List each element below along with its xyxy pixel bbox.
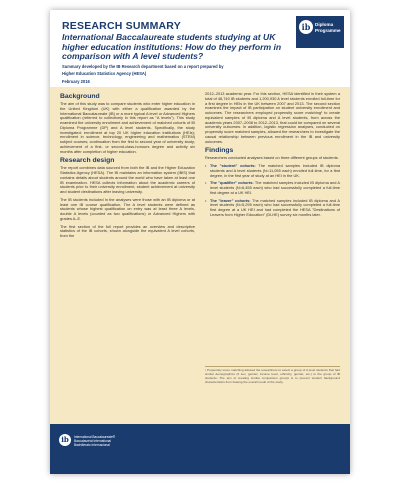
research-design-paragraph: The IB students included in the analyses were those with an IB diploma or at least one IB course qualification. The A level students were defined as students whose highest qualification on entry was at least three A levels, double A levels (counted as two qualifications) or Advanced Highers with grades A–E.: [60, 196, 195, 221]
document-kicker: RESEARCH SUMMARY: [62, 20, 181, 32]
footnote-text: ¹ Propensity score matching allowed the researchers to select a group of A level students that had similar demographics (if sex, gender, income level, ethnicity, gender, etc.) to the group of IB students. The aim of creating similar comparison groups is to prevent student background characteristics from biasing the overall result of the study.: [205, 368, 340, 384]
logo-line-1: Diploma: [315, 22, 334, 27]
header: [62, 20, 292, 84]
background-text: The aim of this study was to compare students who enter higher education in the United Kingdom (UK) with either a qualification awarded by the International Baccalaureate (IB) or a more typical A level or Advanced Highers qualification (referred to collectively in this report as "A levels"). This study examined the university enrollment and achievement of matched cohorts of IB Diploma Programme (DP) and A level students. Specifically, the study investigated: enrollment at top 20 UK higher education institutions (HEIs); enrollment in science, technology, engineering and mathematics (STEM) subject courses; continuation from the first to second year of university study; achievement of a first- or second-class-honours degree and activity six months after completion of higher education.: [60, 101, 195, 154]
cohort-item: [205, 181, 340, 195]
document-title: International Baccalaureate students studying at UK higher education institutions: How do they perform in comparison with A level students?: [62, 32, 282, 62]
cohort-text: The matched samples included IB diploma and A level students (N=5,295 each) who had successfully completed a full-time first degree at a UK HEI and had completed the HESA "Destinations of Leavers from Higher Education" (DLHE) survey six months later.: [210, 197, 340, 217]
research-design-paragraph: The first section of the full report provides an overview and descriptive statistics of the IB cohorts, shown alongside the equivalent A level cohorts, from the: [60, 223, 195, 238]
cohort-item: [205, 164, 340, 178]
logo-line-2: Programme: [315, 27, 341, 33]
background-heading: Background: [60, 93, 100, 100]
footer-line-3: Bachillerato Internacional: [74, 443, 110, 447]
findings-heading: Findings: [205, 147, 234, 155]
cohort-label: The "qualifier" cohorts:: [210, 180, 254, 186]
footer-organization: [74, 435, 115, 447]
document-subtitle: Summary developed by the IB Research department based on a report prepared by: [62, 63, 224, 69]
footer-line-2: Baccalauréat International: [74, 439, 112, 443]
logo-text: [315, 22, 341, 33]
cohort-item: [205, 199, 340, 218]
right-column: [205, 92, 340, 221]
cohort-text: The matched samples included IB diploma students and A level students (N=11,055 each) enrolled full-time, for a first degree, in the first year of study at an HEI in the UK.: [210, 163, 340, 178]
cohort-label: The "leaver" cohorts:: [210, 197, 251, 203]
publication-date: February 2016: [62, 78, 90, 84]
research-design-paragraph: The report combines data sourced from both the IB and the Higher Education Statistics Agency (HESA). The IB maintains an information system (IBIS) that contains details about students around the world who have taken at least one IB examination. HESA collects information about the academic careers of students prior to their university enrollment, student achievement at university and student destinations after leaving university.: [60, 165, 195, 194]
footnote-area: [205, 366, 340, 392]
cohort-text: The matched samples included IB diploma and A level students (N=6,455 each) who had successfully completed a full-time first degree at a UK HEI.: [210, 180, 340, 195]
ib-logo-icon: ib: [299, 20, 313, 34]
agency-name: Higher Education Statistics Agency (HESA): [62, 70, 147, 76]
footer-line-1: International Baccalaureate®: [74, 435, 116, 439]
research-design-heading: Research design: [60, 157, 115, 165]
footer-bar: [50, 424, 350, 474]
continued-text: 2012–2013 academic year. For this section, HESA identified in their system a total of 48,740 IB students and 1,200,930 A level students enrolled full-time for a first degree in HEIs in the UK between 2007 and 2013. The second section examines the impact of IB participation on student university enrollment and outcomes. The researchers employed propensity score matching¹ to create equivalent samples of IB diploma and A level students, from across the academic years 2007–2008 to 2012–2013, that could be compared on several university outcomes. In addition, logistic regression analyses, conducted on propensity score matched samples, allowed the researchers to investigate the causal relationship between previous enrollment in the IB and university outcomes.: [205, 91, 340, 144]
ib-diploma-logo: [296, 16, 344, 48]
ib-footer-logo-icon: ib: [59, 434, 71, 446]
left-column: [60, 92, 195, 242]
findings-intro: Researchers conducted analyses based on three different groups of students.: [205, 155, 339, 161]
cohort-label: The "student" cohorts:: [210, 163, 256, 168]
document-page: [50, 10, 350, 474]
